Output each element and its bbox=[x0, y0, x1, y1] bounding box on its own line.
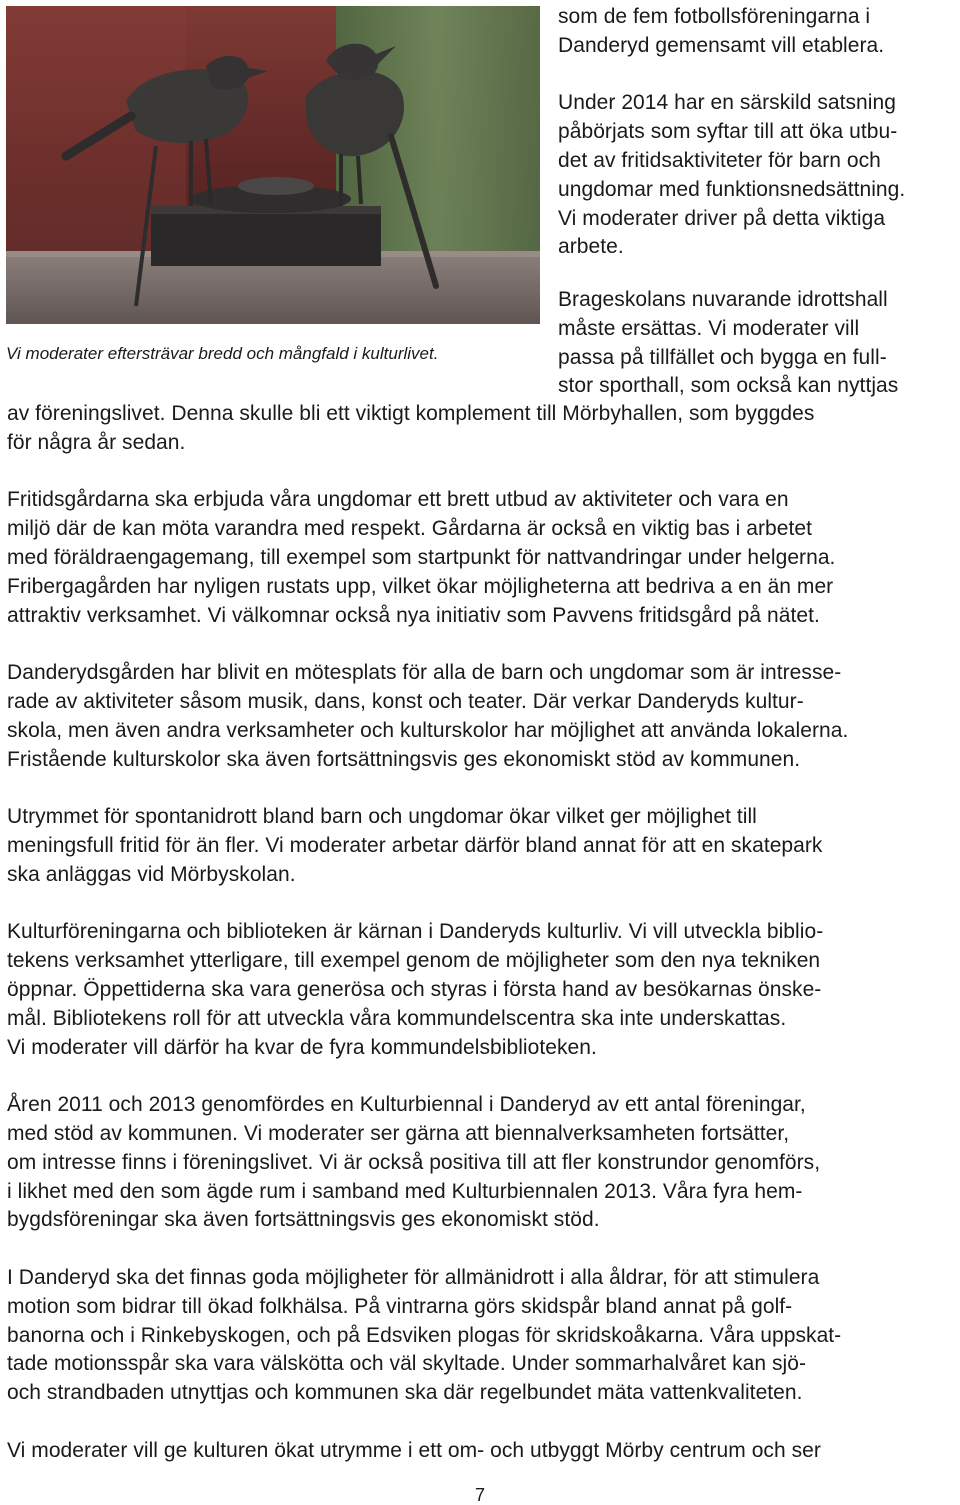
text-line: Danderyd gemensamt vill etablera. bbox=[558, 33, 885, 57]
paragraph-fritidsgardarna bbox=[7, 486, 953, 630]
text-line: av föreningslivet. Denna skulle bli ett viktigt komplement till Mörbyhallen, som byggdes bbox=[7, 402, 815, 425]
photo-illustration bbox=[6, 6, 540, 324]
brageskolan-paragraph-start bbox=[558, 286, 953, 401]
paragraph-kulturforeningarna bbox=[7, 918, 953, 1062]
text-line: miljö där de kan möta varandra med respekt. Gårdarna är också en viktig bas i arbetet bbox=[7, 517, 812, 541]
main-body-text bbox=[7, 400, 953, 1494]
text-line: skola, men även andra verksamheter och kulturskolor har möjlighet att använda lokalerna. bbox=[7, 718, 849, 742]
text-line: med stöd av kommunen. Vi moderater ser gärna att biennalverksamheten fortsätter, bbox=[7, 1121, 790, 1145]
text-line: rade av aktiviteter såsom musik, dans, konst och teater. Där verkar Danderyds kultur- bbox=[7, 689, 804, 713]
paragraph-spontanidrott bbox=[7, 803, 953, 889]
intro-paragraph bbox=[558, 3, 953, 61]
text-line: Kulturföreningarna och biblioteken är kärnan i Danderyds kulturliv. Vi vill utveckla biblio- bbox=[7, 920, 824, 944]
text-line: ungdomar med funktionsnedsättning. bbox=[558, 177, 906, 201]
text-line: Fristående kulturskolor ska även fortsättningsvis ges ekonomiskt stöd av kommunen. bbox=[7, 747, 801, 771]
right-column-text bbox=[558, 3, 953, 262]
text-line: påbörjats som syftar till att öka utbu- bbox=[558, 120, 898, 144]
photo-caption: Vi moderater eftersträvar bredd och mångfald i kulturlivet. bbox=[6, 344, 439, 363]
text-line: mål. Bibliotekens roll för att utveckla våra kommundelscentra ska inte underskattas. bbox=[7, 1006, 787, 1030]
text-line: Vi moderater driver på detta viktiga bbox=[558, 206, 886, 230]
text-line: passa på tillfället och bygga en full- bbox=[558, 345, 887, 369]
text-line: och strandbaden utnyttjas och kommunen ska där regelbundet mäta vattenkvaliteten. bbox=[7, 1381, 803, 1405]
text-line: för några år sedan. bbox=[7, 430, 186, 454]
text-line: motion som bidrar till ökad folkhälsa. På vintrarna görs skidspår bland annat på golf- bbox=[7, 1294, 793, 1318]
text-line: måste ersättas. Vi moderater vill bbox=[558, 316, 860, 340]
text-line: öppnar. Öppettiderna ska vara generösa och styras i första hand av besökarnas önske- bbox=[7, 977, 822, 1001]
text-line: om intresse finns i föreningslivet. Vi är också positiva till att fler konstrundor genomförs, bbox=[7, 1150, 821, 1174]
text-line: meningsfull fritid för än fler. Vi moderater arbetar därför bland annat för att en skatepark bbox=[7, 833, 823, 857]
text-line: Danderydsgården har blivit en mötesplats för alla de barn och ungdomar som är intresse- bbox=[7, 661, 842, 685]
text-line: Brageskolans nuvarande idrottshall bbox=[558, 288, 888, 311]
paragraph-allmanidrott bbox=[7, 1264, 953, 1408]
text-line: ska anläggas vid Mörbyskolan. bbox=[7, 862, 296, 886]
text-line: attraktiv verksamhet. Vi välkomnar också nya initiativ som Pavvens fritidsgård på nätet. bbox=[7, 603, 820, 627]
text-line: Under 2014 har en särskild satsning bbox=[558, 91, 896, 115]
text-line: Vi moderater vill ge kulturen ökat utrymme i ett om- och utbyggt Mörby centrum och ser bbox=[7, 1438, 821, 1462]
text-line: Åren 2011 och 2013 genomfördes en Kulturbiennal i Danderyd av ett antal föreningar, bbox=[7, 1093, 806, 1117]
text-line: tekens verksamhet ytterligare, till exempel genom de möjligheter som den nya tekniken bbox=[7, 949, 821, 973]
paragraph-2014 bbox=[558, 89, 953, 262]
text-line: stor sporthall, som också kan nyttjas bbox=[558, 374, 899, 398]
paragraph-kulturbiennal bbox=[7, 1091, 953, 1235]
text-line: Fribergagården har nyligen rustats upp, vilket ökar möjligheterna att bedriva a en än mer bbox=[7, 574, 834, 598]
page-number: 7 bbox=[474, 1485, 485, 1505]
text-line: Utrymmet för spontanidrott bland barn och ungdomar ökar vilket ger möjlighet till bbox=[7, 805, 757, 829]
text-line: som de fem fotbollsföreningarna i bbox=[558, 5, 871, 28]
text-line: det av fritidsaktiviteter för barn och bbox=[558, 148, 881, 172]
text-line: tade motionsspår ska vara välskötta och väl skyltade. Under sommarhalvåret kan sjö- bbox=[7, 1352, 807, 1376]
paragraph-morby-centrum bbox=[7, 1437, 953, 1466]
text-line: Fritidsgårdarna ska erbjuda våra ungdomar ett brett utbud av aktiviteter och vara en bbox=[7, 488, 789, 512]
text-line: Vi moderater vill därför ha kvar de fyra kommundelsbiblioteken. bbox=[7, 1035, 597, 1059]
text-line: i likhet med den som ägde rum i samband med Kulturbiennalen 2013. Våra fyra hem- bbox=[7, 1179, 803, 1203]
text-line: med föräldraengagemang, till exempel som startpunkt för nattvandringar under helgerna. bbox=[7, 545, 836, 569]
text-line: arbete. bbox=[558, 235, 624, 259]
brageskolan-paragraph-end bbox=[7, 400, 953, 458]
bird-sculpture-photo bbox=[6, 6, 540, 324]
text-line: banorna och i Rinkebyskogen, och på Edsviken plogas för skridskoåkarna. Våra uppskat- bbox=[7, 1323, 842, 1347]
paragraph-danderydsgarden bbox=[7, 659, 953, 774]
text-line: I Danderyd ska det finnas goda möjligheter för allmänidrott i alla åldrar, för att stimulera bbox=[7, 1265, 820, 1289]
text-line: bygdsföreningar ska även fortsättningsvis ges ekonomiskt stöd. bbox=[7, 1208, 600, 1232]
